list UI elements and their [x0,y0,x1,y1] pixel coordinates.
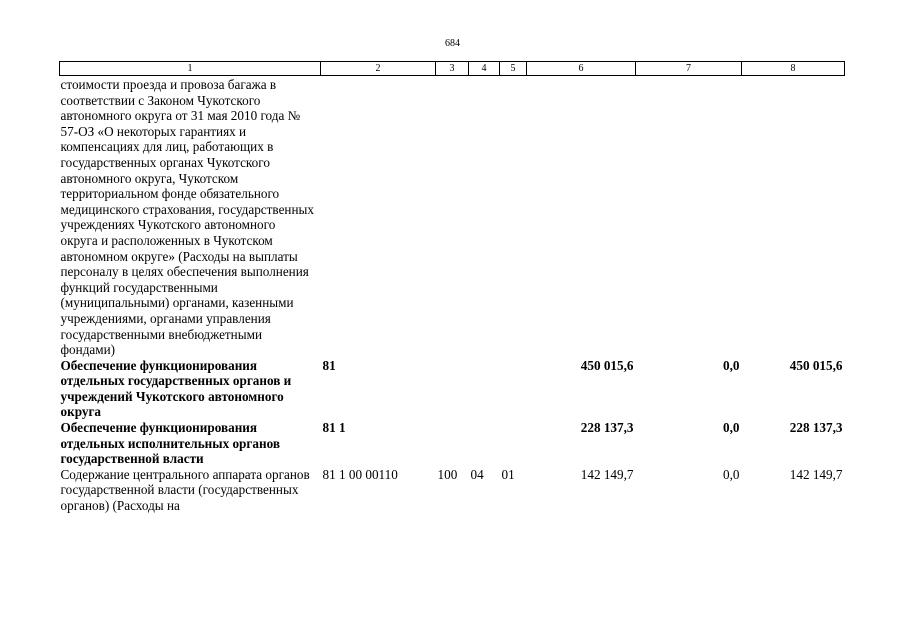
header-col-4: 4 [469,62,500,76]
row-sum-2: 0,0 [723,420,740,436]
row-sum-2 [636,76,742,358]
row-name: Обеспечение функционирования отдельных государственных органов и учреждений Чукотского автономного округа [60,357,292,420]
row-pr: 01 [501,466,515,482]
row-pr [500,420,527,467]
page-number: 684 [445,38,460,49]
row-csr [321,76,436,358]
header-col-6: 6 [527,62,636,76]
row-rz [469,76,500,358]
row-rz [469,420,500,467]
row-rz: 04 [470,466,484,482]
row-csr: 81 1 [322,420,346,436]
row-vr [436,76,469,358]
row-vr [436,420,469,467]
header-col-2: 2 [321,62,436,76]
row-sum-3: 450 015,6 [789,357,843,373]
row-name: Содержание центрального аппарата органов государственной власти (государственных органов) (Расходы на [60,466,310,514]
row-name: Обеспечение функционирования отдельных исполнительных органов государственной власти [60,420,280,467]
row-sum-1: 142 149,7 [580,466,634,482]
row-rz [469,358,500,420]
row-sum-3: 228 137,3 [789,420,843,436]
row-csr: 81 [322,357,336,373]
row-pr [500,358,527,420]
header-row [60,62,845,76]
row-csr: 81 1 00 00110 [322,466,398,482]
row-pr [500,76,527,358]
table-header [60,62,845,76]
table-row [60,76,845,358]
header-col-7: 7 [636,62,742,76]
row-sum-1: 450 015,6 [580,357,634,373]
table-row [60,358,845,420]
row-sum-2: 0,0 [723,357,740,373]
row-name: стоимости проезда и провоза багажа в соответствии с Законом Чукотского автономного округа от 31 мая 2010 года № 57-ОЗ «О некоторых гарантиях и компенсациях для лиц, работающих в государственных органах Чукотского автономного округа, Чукотском территориальном фонде обязательного медицинского страхования, государственных учреждениях Чукотского автономного округа и расположенных в Чукотском автономном округе» (Расходы на выплаты персоналу в целях обеспечения выполнения функций государственными (муниципальными) органами, казенными учреждениями, органами управления государственными внебюджетными фондами) [60,77,314,358]
header-col-5: 5 [500,62,527,76]
row-sum-1: 228 137,3 [580,420,634,436]
row-sum-3: 142 149,7 [789,466,843,482]
table-row [60,420,845,467]
row-sum-1 [527,76,636,358]
budget-table [59,61,845,514]
row-sum-3 [742,76,845,358]
table-row [60,467,845,514]
header-col-8: 8 [742,62,845,76]
table-body [60,76,845,514]
header-col-3: 3 [436,62,469,76]
row-vr [436,358,469,420]
header-col-1: 1 [60,62,321,76]
row-sum-2: 0,0 [723,466,740,482]
row-vr: 100 [437,466,458,482]
